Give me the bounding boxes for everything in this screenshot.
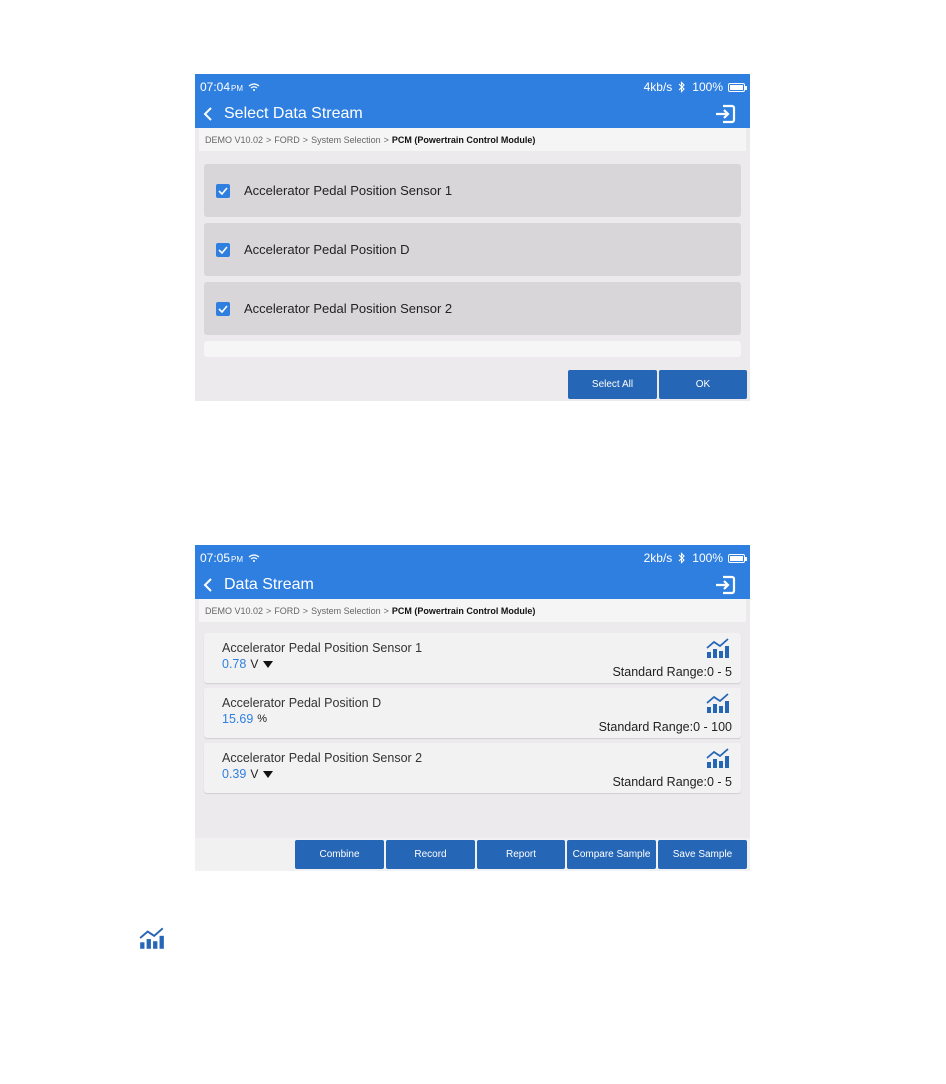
stream-name: Accelerator Pedal Position Sensor 1 bbox=[222, 641, 423, 655]
breadcrumb-item[interactable]: FORD bbox=[274, 605, 300, 616]
checkbox-checked-icon[interactable] bbox=[216, 243, 230, 257]
list-item[interactable] bbox=[204, 223, 741, 276]
status-bar bbox=[195, 545, 750, 571]
page-title: Select Data Stream bbox=[224, 105, 363, 122]
checkbox-checked-icon[interactable] bbox=[216, 184, 230, 198]
list-item-label: Accelerator Pedal Position Sensor 1 bbox=[244, 183, 453, 198]
breadcrumb-item[interactable]: System Selection bbox=[311, 605, 381, 616]
select-all-button[interactable]: Select All bbox=[568, 370, 657, 399]
stream-name: Accelerator Pedal Position D bbox=[222, 696, 382, 710]
breadcrumb: DEMO V10.02 > FORD > System Selection > PCM (Powertrain Control Module) bbox=[199, 599, 746, 622]
bottom-toolbar bbox=[195, 838, 750, 871]
list-item-label: Accelerator Pedal Position D bbox=[244, 242, 410, 257]
status-bar bbox=[195, 74, 750, 100]
network-speed: 4kb/s bbox=[643, 80, 673, 94]
list-item-label: Accelerator Pedal Position Sensor 2 bbox=[244, 301, 453, 316]
dropdown-caret-icon[interactable] bbox=[263, 661, 273, 668]
page-title: Data Stream bbox=[224, 576, 314, 593]
standard-range: Standard Range:0 - 100 bbox=[598, 720, 732, 734]
data-stream-row[interactable] bbox=[204, 743, 741, 793]
graph-chart-icon[interactable] bbox=[705, 637, 731, 659]
stream-value: 0.39 V bbox=[222, 767, 273, 781]
list-item[interactable] bbox=[204, 282, 741, 335]
breadcrumb: DEMO V10.02 > FORD > System Selection > PCM (Powertrain Control Module) bbox=[199, 128, 746, 151]
data-stream-row[interactable] bbox=[204, 688, 741, 738]
combine-button[interactable]: Combine bbox=[295, 840, 384, 869]
checkbox-checked-icon[interactable] bbox=[216, 302, 230, 316]
network-speed: 2kb/s bbox=[643, 551, 673, 565]
bluetooth-icon bbox=[677, 552, 687, 564]
breadcrumb-item[interactable]: DEMO V10.02 bbox=[205, 134, 264, 145]
exit-icon[interactable] bbox=[714, 575, 736, 595]
stream-value: 15.69 % bbox=[222, 712, 268, 726]
graph-chart-icon[interactable] bbox=[705, 747, 731, 769]
breadcrumb-current: PCM (Powertrain Control Module) bbox=[391, 134, 536, 145]
list-item[interactable] bbox=[204, 164, 741, 217]
exit-icon[interactable] bbox=[714, 104, 736, 124]
graph-chart-icon bbox=[138, 925, 166, 951]
back-arrow-icon bbox=[203, 107, 213, 121]
list-item-partial bbox=[204, 341, 741, 357]
bluetooth-icon bbox=[677, 81, 687, 93]
data-stream-row[interactable] bbox=[204, 633, 741, 683]
data-stream-screen bbox=[195, 545, 750, 871]
back-button[interactable] bbox=[200, 575, 216, 595]
status-time: 07:05PM bbox=[200, 551, 244, 565]
report-button[interactable]: Report bbox=[477, 840, 565, 869]
battery-icon bbox=[728, 83, 745, 92]
dropdown-caret-icon[interactable] bbox=[263, 771, 273, 778]
ok-button[interactable]: OK bbox=[659, 370, 747, 399]
wifi-icon bbox=[248, 83, 260, 91]
record-button[interactable]: Record bbox=[386, 840, 475, 869]
compare-sample-button[interactable]: Compare Sample bbox=[567, 840, 656, 869]
app-bar bbox=[195, 100, 750, 128]
breadcrumb-current: PCM (Powertrain Control Module) bbox=[391, 605, 536, 616]
breadcrumb-item[interactable]: System Selection bbox=[311, 134, 381, 145]
app-bar bbox=[195, 571, 750, 599]
battery-percent: 100% bbox=[692, 551, 723, 565]
battery-icon bbox=[728, 554, 745, 563]
back-button[interactable] bbox=[200, 104, 216, 124]
standard-range: Standard Range:0 - 5 bbox=[612, 775, 732, 789]
breadcrumb-item[interactable]: DEMO V10.02 bbox=[205, 605, 264, 616]
save-sample-button[interactable]: Save Sample bbox=[658, 840, 747, 869]
stream-value: 0.78 V bbox=[222, 657, 273, 671]
standard-range: Standard Range:0 - 5 bbox=[612, 665, 732, 679]
select-data-stream-screen bbox=[195, 74, 750, 401]
wifi-icon bbox=[248, 554, 260, 562]
battery-percent: 100% bbox=[692, 80, 723, 94]
status-time: 07:04PM bbox=[200, 80, 244, 94]
back-arrow-icon bbox=[203, 578, 213, 592]
stream-name: Accelerator Pedal Position Sensor 2 bbox=[222, 751, 423, 765]
breadcrumb-item[interactable]: FORD bbox=[274, 134, 300, 145]
bottom-toolbar bbox=[195, 368, 750, 401]
graph-chart-icon[interactable] bbox=[705, 692, 731, 714]
